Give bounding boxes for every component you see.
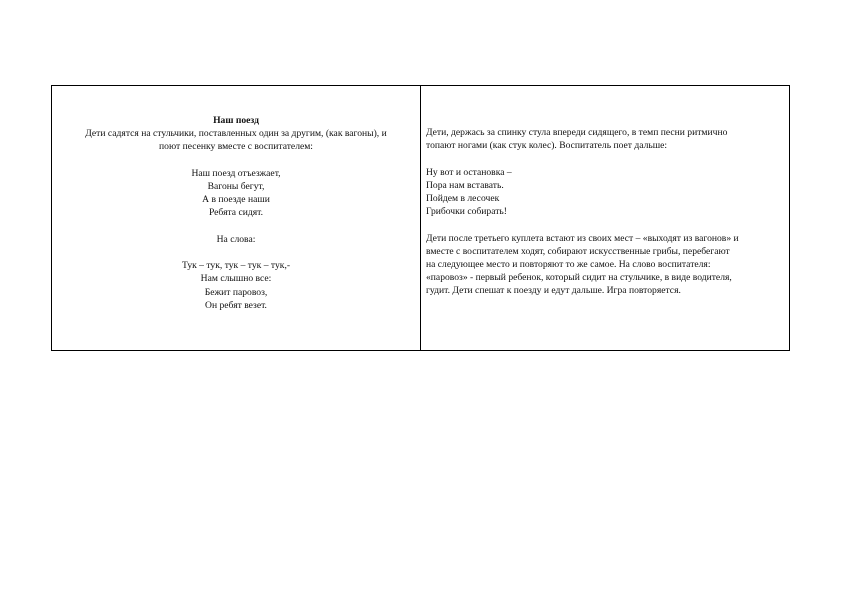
song-line: Вагоны бегут, bbox=[207, 181, 265, 192]
instruction-line: на следующее место и повторяют то же самое. На слово воспитателя: bbox=[426, 259, 711, 270]
spacer bbox=[60, 154, 412, 167]
song-line: Наш поезд отъезжает, bbox=[191, 167, 281, 179]
spacer bbox=[60, 246, 412, 259]
instruction-line: вместе с воспитателем ходят, собирают искусственные грибы, перебегают bbox=[426, 245, 730, 257]
spacer bbox=[426, 218, 783, 231]
right-cell bbox=[421, 86, 789, 350]
intro-text-line: Дети садятся на стульчики, поставленных один за другим, (как вагоны), и bbox=[85, 128, 387, 140]
song-line: Ну вот и остановка – bbox=[426, 166, 512, 178]
intro-text-line: поют песенку вместе с воспитателем: bbox=[159, 141, 313, 153]
cue-line: На слова: bbox=[216, 233, 256, 245]
song-line: Тук – тук, тук – тук – тук,- bbox=[181, 260, 291, 272]
content-table bbox=[51, 85, 790, 351]
spacer bbox=[426, 152, 783, 165]
song-line: Ребята сидят. bbox=[208, 207, 264, 219]
instruction-line: гудит. Дети спешат к поезду и едут дальше. Игра повторяется. bbox=[426, 285, 681, 297]
song-line: Бежит паровоз, bbox=[204, 286, 268, 298]
song-line: Грибочки собирать! bbox=[426, 206, 507, 218]
instruction-line: топают ногами (как стук колес). Воспитатель поет дальше: bbox=[426, 140, 668, 152]
instruction-line: Дети после третьего куплета встают из своих мест – «выходят из вагонов» и bbox=[426, 232, 739, 244]
song-line: Пора нам вставать. bbox=[426, 179, 504, 191]
song-line: Он ребят везет. bbox=[205, 299, 267, 311]
song-line: Пойдем в лесочек bbox=[426, 193, 500, 204]
instruction-line: «паровоз» - первый ребенок, который сидит на стульчике, в виде водителя, bbox=[426, 272, 732, 284]
song-line: А в поезде наши bbox=[202, 194, 270, 206]
game-title: Наш поезд bbox=[213, 115, 259, 126]
left-cell bbox=[52, 86, 421, 350]
spacer bbox=[60, 220, 412, 233]
instruction-line: Дети, держась за спинку стула впереди сидящего, в темп песни ритмично bbox=[426, 127, 728, 138]
song-line: Нам слышно все: bbox=[200, 273, 272, 285]
